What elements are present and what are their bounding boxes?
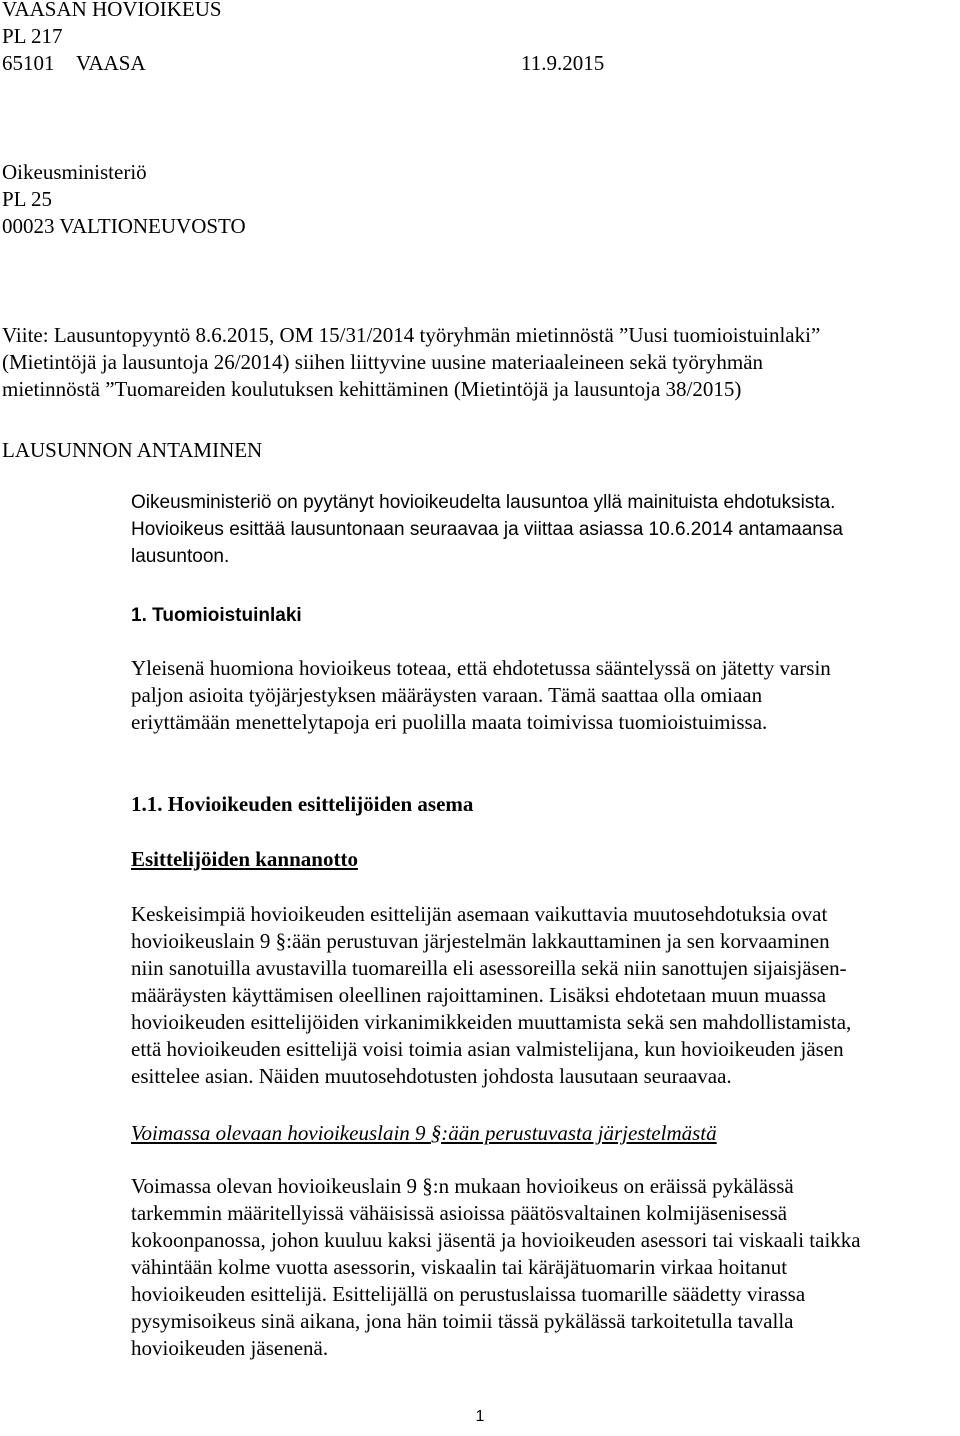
paragraph-line: paljon asioita työjärjestyksen määräysten varaan. Tämä saattaa olla omiaan bbox=[131, 683, 763, 707]
reference-line: mietinnöstä ”Tuomareiden koulutuksen kehittäminen (Mietintöjä ja lausuntoja 38/2015) bbox=[2, 377, 742, 401]
page-number: 1 bbox=[475, 1408, 485, 1425]
subsection-heading bbox=[131, 791, 473, 817]
paragraph-line: Hovioikeus esittää lausuntonaan seuraavaa ja viittaa asiassa 10.6.2014 antamaansa bbox=[131, 519, 843, 540]
reference-line: (Mietintöjä ja lausuntoja 26/2014) siihen liittyvine uusine materiaaleineen sekä työryhmän bbox=[2, 350, 764, 374]
section-title: Tuomioistuinlaki bbox=[152, 605, 302, 626]
paragraph-line: kokoonpanossa, johon kuuluu kaksi jäsentä ja hovioikeuden asessori tai viskaali taikka bbox=[131, 1228, 861, 1252]
positions-subheading: Esittelijöiden kannanotto bbox=[131, 847, 358, 871]
current-system-subheading: Voimassa olevaan hovioikeuslain 9 §:ään perustuvasta järjestelmästä bbox=[131, 1121, 717, 1145]
letter-date: 11.9.2015 bbox=[521, 51, 605, 75]
paragraph-line: tarkemmin määritellyissä vähäisissä asioissa päätösvaltainen kolmijäsenisessä bbox=[131, 1201, 788, 1225]
recipient-po-box: PL 25 bbox=[2, 187, 52, 211]
paragraph-line: Yleisenä huomiona hovioikeus toteaa, että ehdotetussa sääntelyssä on jätetty varsin bbox=[131, 656, 831, 680]
paragraph-line: hovioikeuden esittelijöiden virkanimikkeiden muuttamista sekä sen mahdollistamista, bbox=[131, 1010, 852, 1034]
sender-city: VAASA bbox=[76, 51, 146, 75]
recipient-postal-line: 00023 VALTIONEUVOSTO bbox=[2, 214, 246, 238]
paragraph-line: lausuntoon. bbox=[131, 546, 230, 567]
section-heading bbox=[131, 603, 302, 629]
reference-line: Viite: Lausuntopyyntö 8.6.2015, OM 15/31/2014 työryhmän mietinnöstä ”Uusi tuomioistuinlaki” bbox=[2, 323, 821, 347]
sender-name: VAASAN HOVIOIKEUS bbox=[2, 0, 222, 21]
paragraph-line: hovioikeuden jäsenenä. bbox=[131, 1336, 329, 1360]
paragraph-line: hovioikeuden esittelijä. Esittelijällä on perustuslaissa tuomarille säädetty virassa bbox=[131, 1282, 806, 1306]
recipient-name: Oikeusministeriö bbox=[2, 160, 147, 184]
section-number: 1.1. bbox=[131, 792, 163, 816]
paragraph-line: Oikeusministeriö on pyytänyt hovioikeudelta lausuntoa yllä mainituista ehdotuksista. bbox=[131, 492, 836, 513]
paragraph-line: määräysten käyttämisen oleellinen rajoittaminen. Lisäksi ehdotetaan muun muassa bbox=[131, 983, 827, 1007]
paragraph-line: että hovioikeuden esittelijä voisi toimia asian valmistelijana, kun hovioikeuden jäsen bbox=[131, 1037, 844, 1061]
section-title: Hovioikeuden esittelijöiden asema bbox=[167, 792, 474, 816]
sender-po-box: PL 217 bbox=[2, 24, 63, 48]
paragraph-line: vähintään kolme vuotta asessorin, viskaalin tai käräjätuomarin virkaa hoitanut bbox=[131, 1255, 788, 1279]
paragraph-line: niin sanotuilla avustavilla tuomareilla eli asessoreilla sekä niin sanottujen sijaisjäsen- bbox=[131, 956, 847, 980]
section-number: 1. bbox=[131, 605, 147, 626]
sender-postal-code: 65101 bbox=[2, 51, 55, 75]
paragraph-line: pysymisoikeus sinä aikana, jona hän toimii tässä pykälässä tarkoitetulla tavalla bbox=[131, 1309, 794, 1333]
paragraph-line: Voimassa olevan hovioikeuslain 9 §:n mukaan hovioikeus on eräissä pykälässä bbox=[131, 1174, 794, 1198]
statement-heading: LAUSUNNON ANTAMINEN bbox=[2, 438, 263, 462]
paragraph-line: eriyttämään menettelytapoja eri puolilla maata toimivissa tuomioistuimissa. bbox=[131, 710, 768, 734]
paragraph-line: Keskeisimpiä hovioikeuden esittelijän asemaan vaikuttavia muutosehdotuksia ovat bbox=[131, 902, 828, 926]
paragraph-line: esittelee asian. Näiden muutosehdotusten johdosta lausutaan seuraavaa. bbox=[131, 1064, 732, 1088]
paragraph-line: hovioikeuslain 9 §:ään perustuvan järjestelmän lakkauttaminen ja sen korvaaminen bbox=[131, 929, 830, 953]
